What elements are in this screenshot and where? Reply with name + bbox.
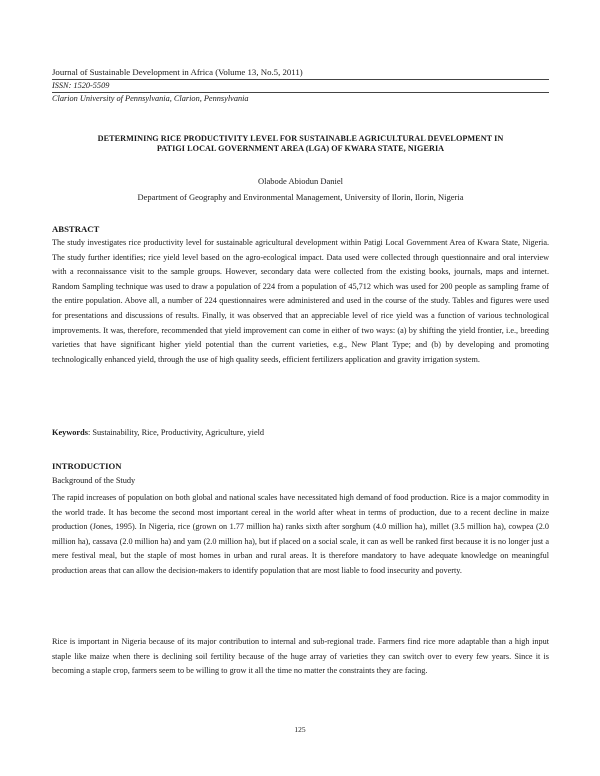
- journal-header: [52, 67, 549, 105]
- journal-publisher: Clarion University of Pennsylvania, Clarion, Pennsylvania: [52, 92, 549, 105]
- author-affiliation: Department of Geography and Environmental Management, University of Ilorin, Ilorin, Nigeria: [137, 192, 464, 202]
- page-number: 125: [294, 725, 306, 734]
- paper-title-line-2: PATIGI LOCAL GOVERNMENT AREA (LGA) OF KWARA STATE, NIGERIA: [156, 144, 445, 154]
- introduction-paragraph-1: The rapid increases of population on both global and national scales have necessitated high demand of food production. Rice is a major commodity in the world trade. It has become the second most important cereal in the world after wheat in terms of production, due to a recent decline in maize production (Jones, 1995). In Nigeria, rice (grown on 1.77 million ha) ranks sixth after sorghum (4.0 million ha), millet (3.5 million ha), cowpea (2.0 million ha), cassava (2.0 million ha) and yam (2.0 million ha), but if placed on a social scale, it can as well be ranked first because it is no longer just a mere festival meal, but the staple of most homes in urban and rural areas. It is therefore mandatory to have adequate knowledge on meaningful production areas that can allow the decision-makers to identify population that are most liable to food insecurity and poverty.: [52, 493, 549, 575]
- keywords-line: [52, 428, 264, 437]
- keywords-label: Keywords: [52, 428, 88, 437]
- keywords-text: : Sustainability, Rice, Productivity, Agriculture, yield: [87, 428, 265, 437]
- journal-issn: ISSN: 1520-5509: [52, 79, 549, 92]
- introduction-paragraph-2: Rice is important in Nigeria because of its major contribution to internal and sub-regional trade. Farmers find rice more adaptable than a high input staple like maize when there is declining soil fertility because of the huge array of varieties they can switch over to every few years. Since it is becoming a staple crop, farmers seem to be willing to grow it all the time no matter the constraints they are facing.: [52, 637, 549, 676]
- introduction-heading: INTRODUCTION: [52, 461, 122, 471]
- background-subheading: Background of the Study: [52, 476, 136, 485]
- abstract-heading: ABSTRACT: [52, 224, 100, 234]
- paper-title: [52, 134, 549, 155]
- paper-title-line-1: DETERMINING RICE PRODUCTIVITY LEVEL FOR SUSTAINABLE AGRICULTURAL DEVELOPMENT IN: [97, 134, 504, 143]
- author-name: Olabode Abiodun Daniel: [258, 176, 343, 186]
- journal-title: Journal of Sustainable Development in Africa (Volume 13, No.5, 2011): [52, 67, 303, 77]
- abstract-text: The study investigates rice productivity level for sustainable agricultural development within Patigi Local Government Area of Kwara State, Nigeria. The study further identifies; rice yield level based on the agro-ecological impact. Data used were collected through questionnaire and oral interview with a reconnaissance visit to the sample groups. However, secondary data were collected from the existing books, journals, maps and internet. Random Sampling technique was used to draw a population of 224 from a population of 45,712 which was used for 200 people as sampling frame of the entire population. Above all, a number of 224 questionnaires were administered and used in the course of the study. Tables and figures were used for presentations and discussions of results. Finally, it was observed that an appreciable level of rice yield was a function of various technological improvements. It was, therefore, recommended that yield improvement can come in either of two ways: (a) by shifting the yield frontier, i.e., breeding varieties that have significant higher yield potential than the current varieties, e.g., New Plant Type; and (b) by developing and promoting technologically enhanced yield, through the use of high quality seeds, efficient fertilizers application and gravity irrigation system.: [52, 238, 549, 364]
